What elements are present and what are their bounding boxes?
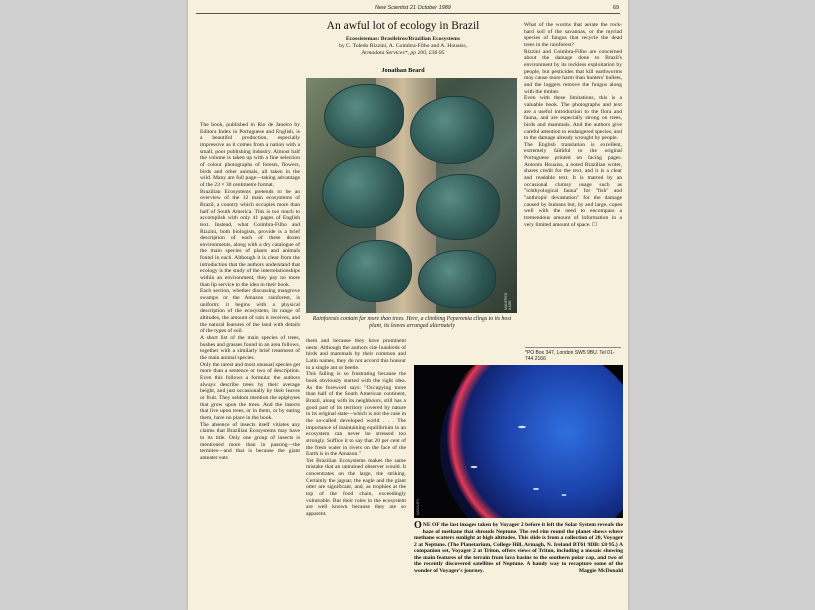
body-column-3: What of the worms that aerate the rock-hard soil of the savannas, or the myriad species of fungus that recycle the dead trees in the rainforest? Rizzini and Coimbra-Filho are concerned about the damage done to Brazil's environment by its reckless exploitation by people, but pesticides that kill earthworms may cause more harm than hunters' bullets, and the loggers remove the fungus along with the timber. Even with these limitations, this is a valuable book. The photographs and text are a useful introduction to the flora and fauna, and are especially strong on trees, birds and mammals. And the authors give careful attention to endangered species, and to the damage already wrought by people. The English translation is excellent, extremely faithful to the original Portuguese printed on facing pages. Antonio Houaiss, a noted Brazilian writer, shares credit for the text, and it is a clear and readable text. It is marred by an occasional clumsy usage such as "ichthyological fauna" for "fish" and "anthropic devastation" for the damage caused by humans but, by and large, copes well with the need to encompass a tremendous amount of information in a very limited amount of space. ☐	[524, 22, 622, 228]
leaf	[416, 174, 500, 240]
leaf	[410, 96, 494, 164]
book-authors: by C. Toledo Rizzini, A. Coimbra-Filho and A. Houaiss,	[339, 42, 467, 49]
leaf	[336, 240, 412, 302]
running-header: New Scientist 21 October 1989	[375, 5, 451, 11]
magazine-page	[188, 0, 628, 610]
neptune-image	[414, 365, 623, 518]
header-rule	[196, 13, 620, 14]
leaf	[418, 250, 496, 308]
cloud-streak	[562, 494, 567, 496]
book-publisher: Armadata Services*, pp 200, £36·95	[361, 49, 445, 56]
methane-rim	[436, 365, 623, 518]
rainforest-photo	[306, 78, 517, 313]
book-credits	[300, 36, 506, 57]
body-column-2: them and because they have prominent nests. Although the authors cite hundreds of birds and mammals by their common and Latin names, they do not accord this honour to a single ant or beetle. This failing is so frustrating because the book obviously started with the right idea. As the foreword says: "Occupying more than half of the South American continent, Brazil, along with its neighbours, still has a good part of its territory covered by nature in its original state—which is not the case in the so-called developed world . . . The importance of maintaining equilibrium in an ecosystem can never be stressed too strongly. Suffice it to say that 20 per cent of the fresh water in rivers on the face of the Earth is in the Amazon." Yet Brazilian Ecosystems makes the same mistake that an untrained observer would. It concentrates on the large, the striking. Certainly the jaguar, the eagle and the giant otter are significant, and, as trophies at the top of the food chain, exceedingly vulnerable. But their roles in the ecosystem are well known because they are so apparent.	[306, 338, 406, 518]
byline: Jonathan Beard	[381, 67, 425, 74]
publisher-address: *PO Box 347, London SW5 9BU. Tel 01-744 2166	[525, 347, 621, 363]
leaf	[322, 156, 404, 228]
caption-signature: Maggie McDonald	[578, 567, 623, 574]
book-title: Ecossistemas: Brasileiros/Brazilian Ecosystems	[345, 36, 461, 42]
photo-credit: MANFRED KAGE	[504, 292, 512, 310]
cloud-streak	[518, 426, 526, 428]
page-number: 69	[613, 5, 620, 11]
photo-caption: Rainforests contain far more than trees. Here, a climbing Peperomia clings to its host plant, its leaves arranged alternately	[312, 316, 512, 329]
cloud-streak	[533, 488, 539, 490]
neptune-photo	[414, 365, 623, 518]
photo-credit: NASA/JPL	[416, 498, 420, 515]
drop-cap: O	[414, 520, 422, 531]
body-column-1: The book, published in Rio de Janeiro by Editora Index in Portuguese and English, is a beautiful production, especially impressive as it comes from a nation with a small, poor publishing industry. Almost half the volume is taken up with a fine selection of colour photographs of forests, flowers, birds and other animals, all taken in the wild. Many are full page—taking advantage of the 23 × 30 centimetre format. Brazilian Ecosystems pretends to be an overview of the 12 main ecosystems of Brazil, a country which occupies more than half of South America. This is too much to accomplish with only 41 pages of English text. Instead, what Coimbra-Filho and Rizzini, both biologists, provide is a brief description of each of these dozen environments, along with a dry catalogue of the main species of plants and animals found in each. Although it is clear from the introduction that the authors understand that ecology is the study of the interrelationships within an environment, they pay no more than lip service to the idea in their book. Each section, whether discussing mangrove swamps or the Amazon rainforest, is uniform: it begins with a physical description of the ecosystem, its range of altitudes, the amount of rain it receives, and the natural features of the land with details of the types of soil. A short list of the main species of trees, bushes and grasses found in an area follows, together with a similarly brief treatment of the main animal species. Only the rarest and most unusual species get more than a sentence or two of description. Even this follows a formula: the authors always describe trees by their average height, and just occasionally by their leaves or fruit. They seldom mention the epiphytes that grow upon the trees. And the insects that live upon trees, or in them, or by eating them, have no place in the book. The absence of insects itself vitiates any claims that Brazilian Ecosystems may have to its title. Only one group of insects is mentioned more than in passing—the termites—and that is because the giant anteater eats	[200, 122, 300, 461]
article-title: An awful lot of ecology in Brazil	[326, 20, 480, 32]
cloud-streak	[471, 466, 478, 468]
caption-text: NE OF the last images taken by Voyager 2 before it left the Solar System reveals the haze of methane that shrouds Neptune. The red rim round the planet shows where methane scatters sunlight at high altitudes. This slide is from a collection of 20, Voyager 2 at Neptune. (The Planetarium, College Hill, Armagh, N. Ireland BT61 9DB: £8·95.) A companion set, Voyager 2 at Triton, offers views of Triton, including a mosaic showing the main features of the terrain from lava basins to the southern polar cap, and two of the recently discovered satellites of Neptune. A handy way to recapture some of the wonder of Voyager's journey.	[414, 522, 623, 574]
leaf	[324, 84, 404, 148]
neptune-caption	[414, 522, 623, 574]
